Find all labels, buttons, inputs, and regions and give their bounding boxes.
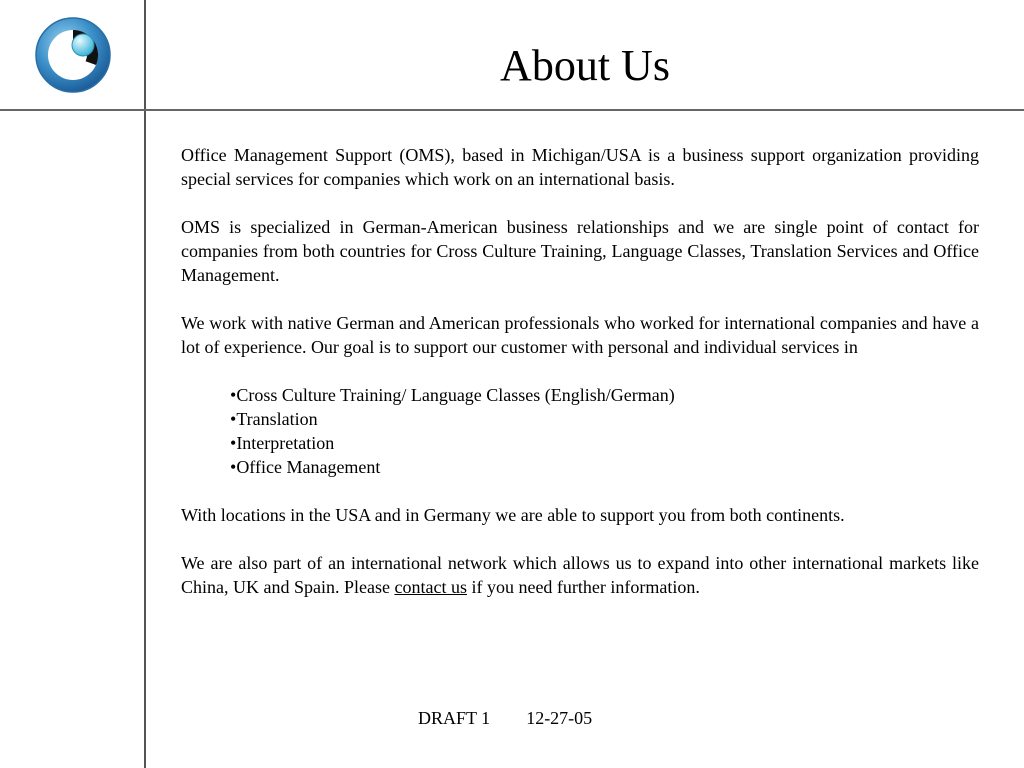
draft-label: DRAFT 1 (418, 708, 491, 728)
draft-date: 12-27-05 (526, 708, 593, 728)
network-suffix: if you need further information. (466, 577, 700, 597)
specialization-paragraph: OMS is specialized in German-American business relationships and we are single point of contact for companies from both countries for Cross Culture Training, Language Classes, Translation Services and Office Management. (181, 217, 979, 285)
intro-paragraph: Office Management Support (OMS), based in Michigan/USA is a business support organization providing special services for companies which work on an international basis. (181, 145, 979, 189)
network-paragraph (181, 551, 979, 599)
footer (418, 706, 592, 730)
services-list (181, 383, 979, 479)
service-item-training: • Cross Culture Training/ Language Classes (English/German) (230, 383, 979, 407)
locations-paragraph: With locations in the USA and in Germany we are able to support you from both continents. (181, 505, 845, 525)
contact-us-link[interactable]: contact us (394, 577, 467, 597)
vertical-divider (144, 0, 146, 768)
page-title: About Us (500, 41, 670, 90)
service-item-office-management: • Office Management (230, 455, 979, 479)
service-item-translation: • Translation (230, 407, 979, 431)
company-logo (33, 16, 113, 94)
professionals-paragraph: We work with native German and American professionals who worked for international companies and have a lot of experience. Our goal is to support our customer with personal and individual services in (181, 313, 979, 357)
network-text: We are also part of an international network which allows us to expand into other international markets like China, UK and Spain. Please (181, 553, 979, 597)
horizontal-divider (0, 109, 1024, 111)
service-item-interpretation: • Interpretation (230, 431, 979, 455)
about-content (181, 143, 979, 623)
